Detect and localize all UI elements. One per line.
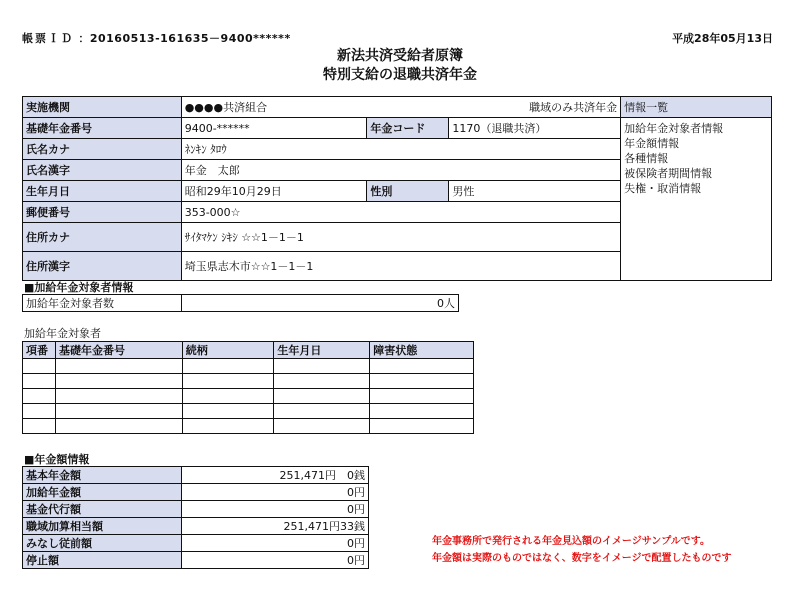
column-header: 障害状態 xyxy=(370,342,474,359)
amount-value: 0円 xyxy=(181,484,368,501)
amount-row xyxy=(23,467,369,484)
table-cell xyxy=(55,404,182,419)
pension-code-value: 1170（退職共済） xyxy=(449,118,621,139)
name-kanji-value: 年金 太郎 xyxy=(181,160,620,181)
table-cell xyxy=(182,389,274,404)
agency-note: 職域のみ共済年金 xyxy=(529,101,618,114)
name-kana-value: ﾈﾝｷﾝ ﾀﾛｳ xyxy=(181,139,620,160)
table-cell xyxy=(370,359,474,374)
name-kanji-label: 氏名漢字 xyxy=(23,160,182,181)
address-kanji-value: 埼玉県志木市☆☆1－1－1 xyxy=(181,252,620,281)
address-kana-label: 住所カナ xyxy=(23,223,182,252)
agency-cell xyxy=(181,97,620,118)
report-date: 平成28年05月13日 xyxy=(672,32,773,45)
table-row xyxy=(23,389,474,404)
gender-label: 性別 xyxy=(367,181,449,202)
amount-label: 停止額 xyxy=(23,552,182,569)
table-cell xyxy=(55,359,182,374)
amount-row xyxy=(23,535,369,552)
table-cell xyxy=(370,419,474,434)
address-kanji-label: 住所漢字 xyxy=(23,252,182,281)
report-id-label: 帳票ＩＤ xyxy=(22,32,74,45)
addition-count-value: 0人 xyxy=(181,295,458,312)
amount-section-title: ■年金額情報 xyxy=(24,453,90,466)
addition-count-table xyxy=(22,294,459,312)
birth-date-value: 昭和29年10月29日 xyxy=(181,181,367,202)
postal-code-label: 郵便番号 xyxy=(23,202,182,223)
table-row xyxy=(23,404,474,419)
info-list-item[interactable]: 加給年金対象者情報 xyxy=(624,122,724,135)
column-header: 続柄 xyxy=(182,342,274,359)
amount-row xyxy=(23,552,369,569)
table-cell xyxy=(274,404,370,419)
addition-section-title: ■加給年金対象者情報 xyxy=(24,281,134,294)
page-title: 新法共済受給者原簿 xyxy=(337,48,463,64)
table-cell xyxy=(182,359,274,374)
amount-row xyxy=(23,518,369,535)
table-row xyxy=(23,374,474,389)
table-cell xyxy=(55,419,182,434)
amount-table xyxy=(22,466,369,569)
amount-label: 基金代行額 xyxy=(23,501,182,518)
table-cell xyxy=(55,389,182,404)
table-cell xyxy=(370,389,474,404)
amount-value: 0円 xyxy=(181,501,368,518)
dependents-table xyxy=(22,341,474,434)
amount-label: 加給年金額 xyxy=(23,484,182,501)
report-id xyxy=(22,30,291,46)
table-cell xyxy=(370,374,474,389)
info-list-heading: 情報一覧 xyxy=(621,97,772,118)
basic-pension-number-value: 9400-****** xyxy=(181,118,367,139)
info-list-item[interactable]: 年金額情報 xyxy=(624,137,680,150)
info-list-item[interactable]: 失権・取消情報 xyxy=(624,182,702,195)
info-list-item[interactable]: 被保険者期間情報 xyxy=(624,167,713,180)
table-cell xyxy=(23,404,56,419)
table-row xyxy=(23,419,474,434)
amount-row xyxy=(23,484,369,501)
info-list xyxy=(621,118,772,281)
amount-value: 0円 xyxy=(181,552,368,569)
table-cell xyxy=(182,419,274,434)
page-subtitle: 特別支給の退職共済年金 xyxy=(323,67,477,83)
amount-label: みなし従前額 xyxy=(23,535,182,552)
column-header: 項番 xyxy=(23,342,56,359)
dependents-title: 加給年金対象者 xyxy=(24,327,101,340)
address-kana-value: ｻｲﾀﾏｹﾝ ｼｷｼ ☆☆1－1－1 xyxy=(181,223,620,252)
postal-code-value: 353-000☆ xyxy=(181,202,620,223)
addition-count-label: 加給年金対象者数 xyxy=(23,295,182,312)
report-id-value: ：20160513-161635－9400****** xyxy=(78,32,291,45)
table-cell xyxy=(182,404,274,419)
name-kana-label: 氏名カナ xyxy=(23,139,182,160)
sample-notice-line1: 年金事務所で発行される年金見込額のイメージサンプルです。 xyxy=(432,536,710,547)
amount-label: 基本年金額 xyxy=(23,467,182,484)
agency-label: 実施機関 xyxy=(23,97,182,118)
pension-code-label: 年金コード xyxy=(367,118,449,139)
amount-row xyxy=(23,501,369,518)
amount-value: 251,471円33銭 xyxy=(181,518,368,535)
dependents-header-row xyxy=(23,342,474,359)
column-header: 基礎年金番号 xyxy=(55,342,182,359)
table-cell xyxy=(274,389,370,404)
table-cell xyxy=(274,374,370,389)
birth-date-label: 生年月日 xyxy=(23,181,182,202)
table-cell xyxy=(23,374,56,389)
amount-value: 251,471円 0銭 xyxy=(181,467,368,484)
table-cell xyxy=(23,389,56,404)
info-list-item[interactable]: 各種情報 xyxy=(624,152,669,165)
table-cell xyxy=(274,419,370,434)
amount-label: 職域加算相当額 xyxy=(23,518,182,535)
table-cell xyxy=(274,359,370,374)
amount-value: 0円 xyxy=(181,535,368,552)
table-cell xyxy=(23,359,56,374)
table-cell xyxy=(182,374,274,389)
sample-notice-line2: 年金額は実際のものではなく、数字をイメージで配置したものです xyxy=(432,553,732,564)
table-cell xyxy=(23,419,56,434)
gender-value: 男性 xyxy=(449,181,621,202)
table-cell xyxy=(55,374,182,389)
column-header: 生年月日 xyxy=(274,342,370,359)
basic-pension-number-label: 基礎年金番号 xyxy=(23,118,182,139)
recipient-info-table xyxy=(22,96,772,281)
table-row xyxy=(23,359,474,374)
agency-value: ●●●●共済組合 xyxy=(184,101,268,114)
table-cell xyxy=(370,404,474,419)
